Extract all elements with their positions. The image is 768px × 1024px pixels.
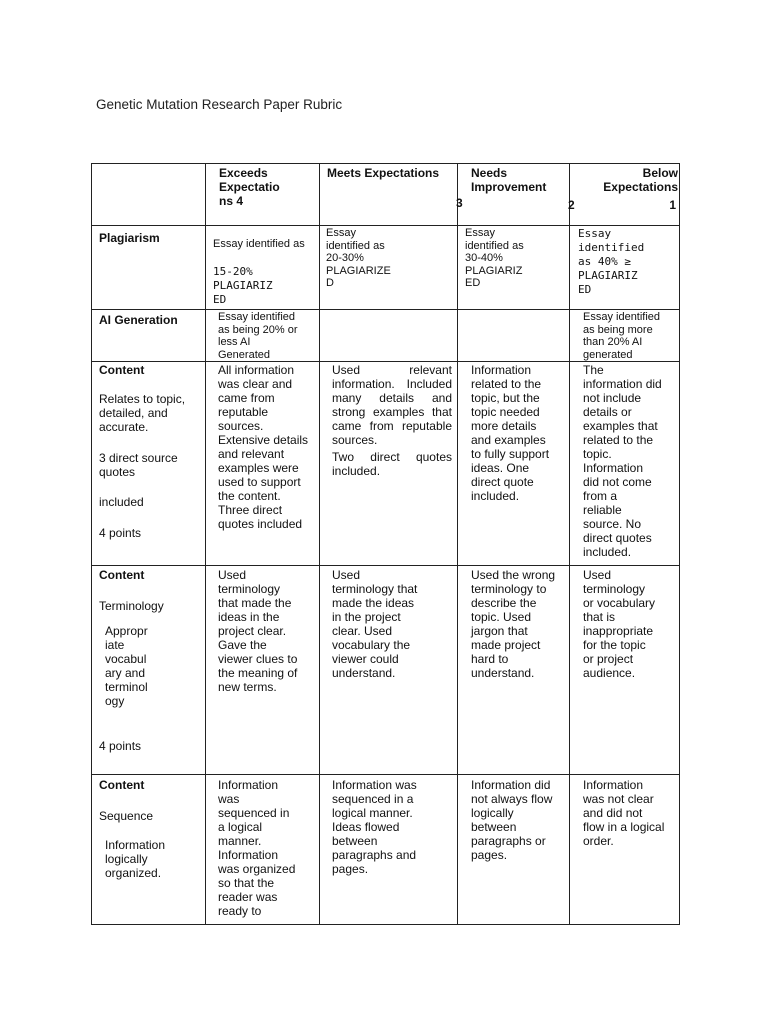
- header-needs: Needs Improvement: [471, 166, 547, 194]
- content-accuracy-needs: Information related to the topic, but the topic needed more details and examples to fully support ideas. One direct quote included.: [471, 363, 550, 503]
- content-terminology-meets: Used terminology that made the ideas in the project clear. Used vocabulary the viewer could understand.: [332, 568, 418, 680]
- content-terminology-needs: Used the wrong terminology to describe the topic. Used jargon that made project hard to understand.: [471, 568, 556, 680]
- header-meets: Meets Expectations: [327, 166, 440, 180]
- content-accuracy-quotes: 3 direct source quotes: [99, 451, 178, 479]
- content-terminology-sub: Appropr iate vocabul ary and terminol ogy: [105, 624, 148, 708]
- content-sequence-row: [92, 775, 680, 925]
- content-accuracy-included: included: [99, 495, 144, 509]
- content-accuracy-desc: Relates to topic, detailed, and accurate.: [99, 392, 186, 434]
- plagiarism-row: [92, 226, 680, 310]
- ai-generation-label: AI Generation: [99, 313, 178, 327]
- header-below-score-right: 1: [669, 198, 676, 212]
- plagiarism-label: Plagiarism: [99, 231, 160, 245]
- header-meets-cell: [320, 164, 458, 226]
- content-sequence-needs: Information did not always flow logically between paragraphs or pages.: [471, 778, 553, 862]
- content-terminology-exceeds: Used terminology that made the ideas in the project clear. Gave the viewer clues to the meaning of new terms.: [218, 568, 298, 694]
- plagiarism-exceeds-b: 15-20% PLAGIARIZ ED: [213, 264, 273, 306]
- header-needs-cell: [458, 164, 570, 226]
- content-accuracy-meets-a: Used relevant information. Included many details and strong examples that came from reputable sources.: [332, 363, 452, 447]
- ai-generation-row: [92, 310, 680, 362]
- content-sequence-exceeds: Information was sequenced in a logical manner. Information was organized so that the reader was ready to: [218, 778, 296, 918]
- header-empty-cell: [92, 164, 206, 226]
- content-accuracy-row: [92, 362, 680, 566]
- plagiarism-meets: Essay identified as 20-30% PLAGIARIZE D: [326, 227, 391, 289]
- content-accuracy-points: 4 points: [99, 526, 142, 540]
- document-title: Genetic Mutation Research Paper Rubric: [96, 97, 343, 112]
- header-exceeds: Exceeds Expectatio ns 4: [219, 166, 280, 208]
- plagiarism-below: Essay identified as 40% ≥ PLAGIARIZ ED: [578, 227, 645, 296]
- content-sequence-below: Information was not clear and did not flow in a logical order.: [583, 778, 665, 848]
- content-accuracy-meets-b: Two direct quotes included.: [332, 450, 452, 478]
- header-below: Below Expectations: [603, 166, 678, 194]
- header-below-score-left: 2: [568, 198, 575, 212]
- content-accuracy-exceeds: All information was clear and came from reputable sources. Extensive details and relevant examples were used to support the content. Three direct quotes included: [218, 363, 309, 531]
- header-exceeds-cell: [206, 164, 320, 226]
- content-sequence-meets: Information was sequenced in a logical manner. Ideas flowed between paragraphs and pages.: [332, 778, 417, 876]
- content-sequence-sub: Information logically organized.: [105, 838, 166, 880]
- content-terminology-below: Used terminology or vocabulary that is inappropriate for the topic or project audience.: [583, 568, 656, 680]
- content-accuracy-label: Content: [99, 363, 145, 377]
- rubric-table: [91, 163, 680, 925]
- ai-exceeds: Essay identified as being 20% or less AI Generated: [218, 311, 298, 361]
- content-sequence-label: Content: [99, 778, 145, 792]
- header-needs-score: 3: [456, 196, 463, 210]
- content-sequence-desc: Sequence: [99, 809, 154, 823]
- ai-below: Essay identified as being more than 20% AI generated: [583, 311, 661, 361]
- header-row: [92, 164, 680, 226]
- plagiarism-exceeds-a: Essay identified as: [213, 238, 305, 250]
- header-below-cell: [570, 164, 680, 226]
- content-terminology-desc: Terminology: [99, 599, 164, 613]
- plagiarism-needs: Essay identified as 30-40% PLAGIARIZ ED: [465, 227, 524, 289]
- content-accuracy-below: The information did not include details or examples that related to the topic. Information did not come from a reliable source. No direct quotes included.: [583, 363, 662, 559]
- content-terminology-label: Content: [99, 568, 145, 582]
- content-terminology-row: [92, 566, 680, 775]
- content-terminology-points: 4 points: [99, 739, 142, 753]
